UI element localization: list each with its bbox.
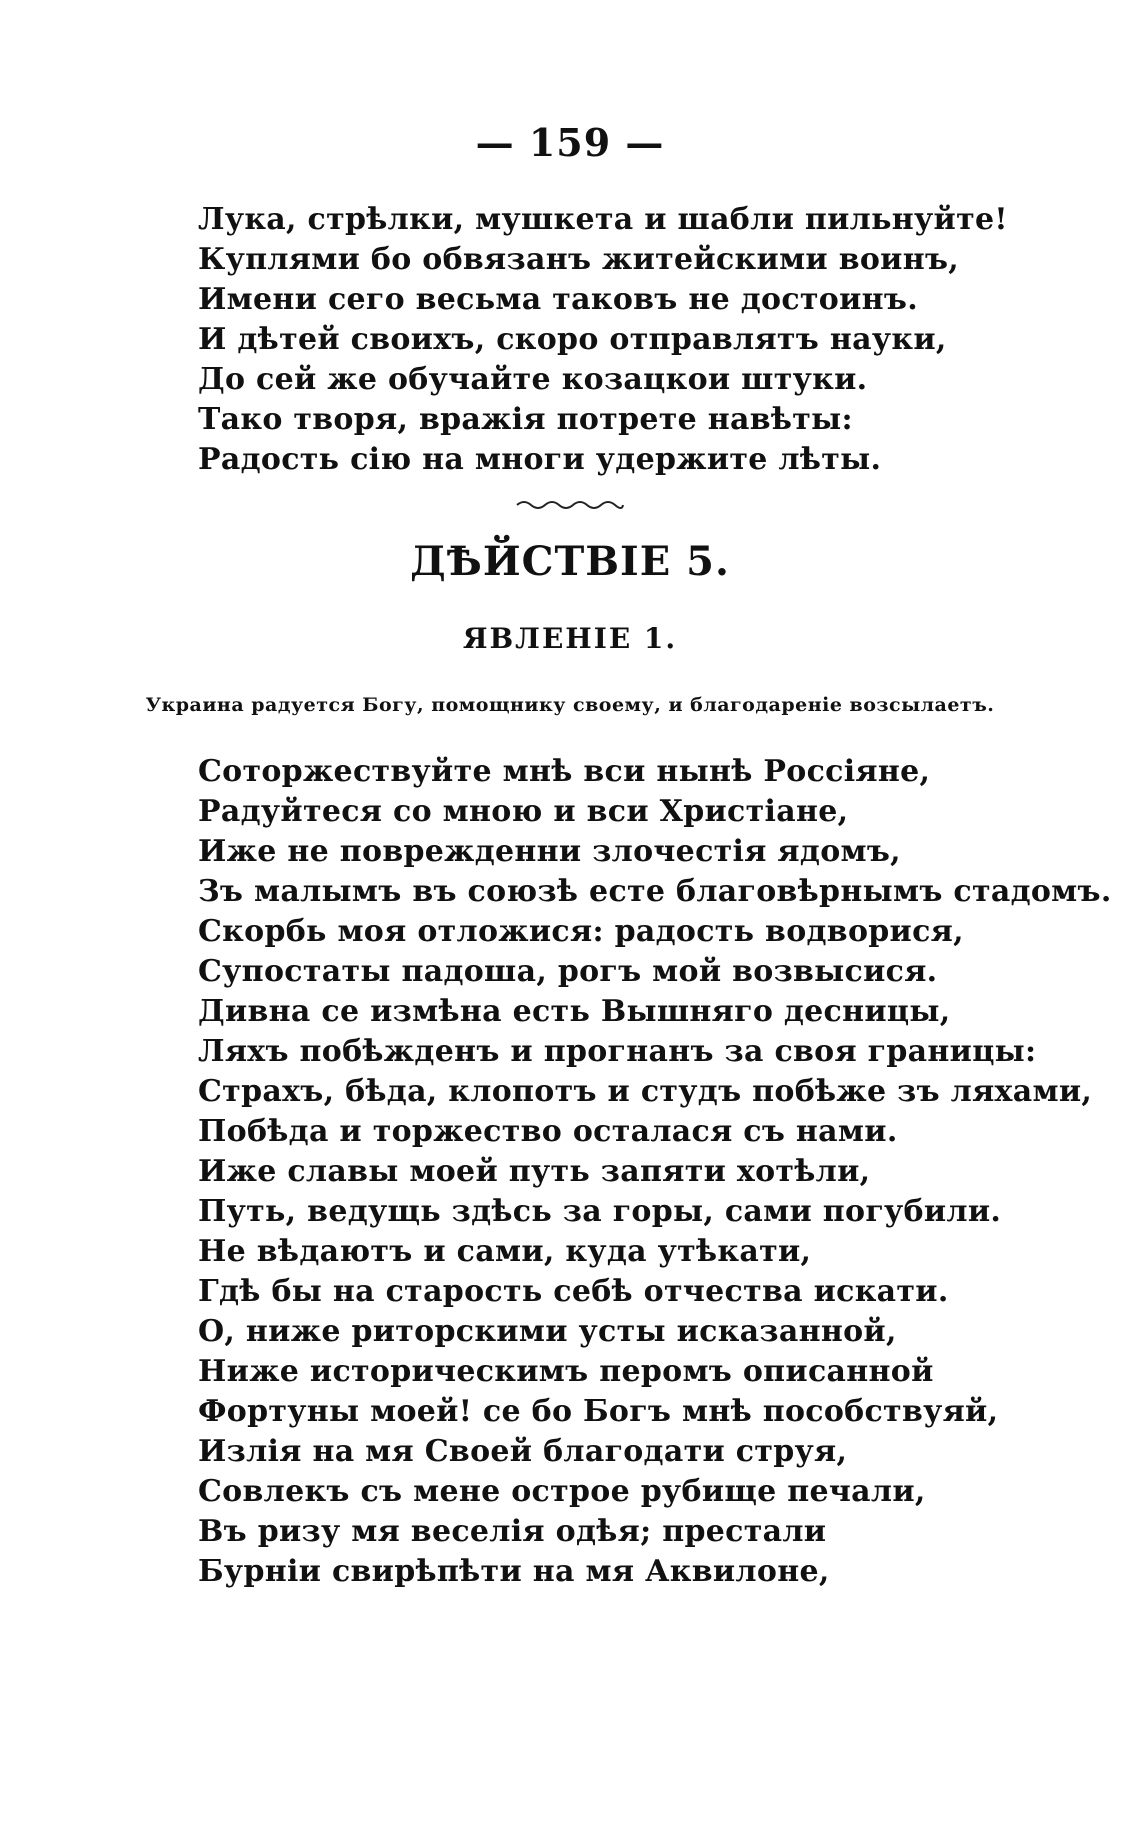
verse-line: Супостаты падоша, рогъ мой возвысися. bbox=[198, 954, 938, 989]
stage-direction: Украина радуется Богу, помощнику своему, и благодареніе возсылаетъ. bbox=[145, 694, 995, 716]
verse-line: И дѣтей своихъ, скоро отправлятъ науки, bbox=[198, 322, 947, 357]
act-title: ДѢЙСТВІЕ 5. bbox=[410, 538, 730, 585]
verse-line: Бурніи свирѣпѣти на мя Аквилоне, bbox=[198, 1554, 830, 1589]
verse-line: Излія на мя Своей благодати струя, bbox=[198, 1434, 848, 1469]
verse-line: Радость сію на многи удержите лѣты. bbox=[198, 442, 882, 477]
verse-line: Иже славы моей путь запяти хотѣли, bbox=[198, 1154, 871, 1189]
verse-line: Въ ризу мя веселія одѣя; престали bbox=[198, 1514, 827, 1549]
verse-line: Иже не поврежденни злочестія ядомъ, bbox=[198, 834, 901, 869]
verse-line: Совлекъ съ мене острое рубище печали, bbox=[198, 1474, 926, 1509]
verse-line: Побѣда и торжество осталася съ нами. bbox=[198, 1114, 898, 1149]
verse-line: Страхъ, бѣда, клопотъ и студъ побѣже зъ ляхами, bbox=[198, 1074, 1093, 1109]
verse-line: Не вѣдаютъ и сами, куда утѣкати, bbox=[198, 1234, 812, 1269]
verse-line: Скорбь моя отложися: радость водворися, bbox=[198, 914, 964, 949]
verse-line: Ляхъ побѣжденъ и прогнанъ за своя границы: bbox=[198, 1034, 1037, 1069]
verse-line: Тако творя, вражія потрете навѣты: bbox=[198, 402, 853, 437]
page-number: — 159 — bbox=[475, 120, 665, 165]
verse-line: Фортуны моей! се бо Богъ мнѣ пособствуяй, bbox=[198, 1394, 999, 1429]
verse-line: Путь, ведущь здѣсь за горы, сами погубили. bbox=[198, 1194, 1002, 1229]
verse-line: О, ниже риторскими усты исказанной, bbox=[198, 1314, 897, 1349]
scene-title: ЯВЛЕНІЕ 1. bbox=[462, 622, 678, 655]
verse-line: До сей же обучайте козацкои штуки. bbox=[198, 362, 868, 397]
verse-line: Куплями бо обвязанъ житейскими воинъ, bbox=[198, 242, 960, 277]
verse-stanza-1 bbox=[198, 200, 1008, 480]
section-divider-ornament bbox=[0, 496, 1140, 512]
verse-line: Радуйтеся со мною и вси Христіане, bbox=[198, 794, 849, 829]
verse-line: Лука, стрѣлки, мушкета и шабли пильнуйте! bbox=[198, 202, 1008, 237]
verse-line: Ниже историческимъ перомъ описанной bbox=[198, 1354, 934, 1389]
verse-line: Соторжествуйте мнѣ вси нынѣ Россіяне, bbox=[198, 754, 931, 789]
verse-line: Гдѣ бы на старость себѣ отчества искати. bbox=[198, 1274, 949, 1309]
verse-line: Зъ малымъ въ союзѣ есте благовѣрнымъ стадомъ. bbox=[198, 874, 1112, 909]
verse-stanza-2 bbox=[198, 752, 1112, 1592]
verse-line: Дивна се измѣна есть Вышняго десницы, bbox=[198, 994, 951, 1029]
verse-line: Имени сего весьма таковъ не достоинъ. bbox=[198, 282, 918, 317]
